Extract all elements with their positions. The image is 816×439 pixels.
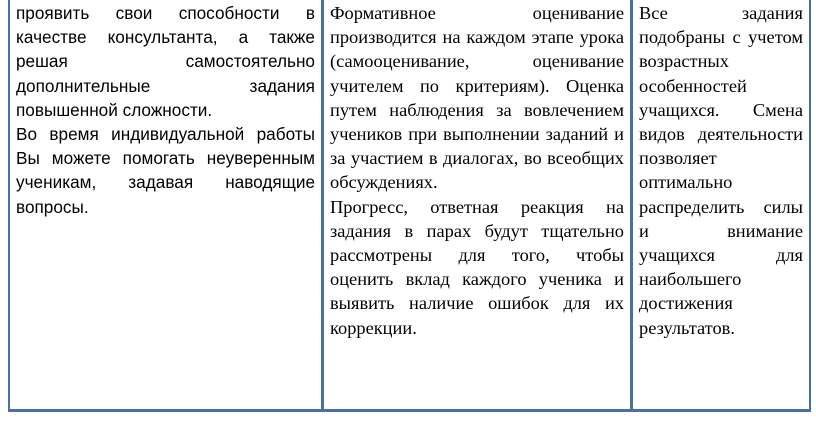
paragraph-individual-work: Во время индивидуальной работы Вы можете помогать неуверенным ученикам, задавая наводящие вопросы. xyxy=(16,124,315,217)
table-cell-differentiation xyxy=(633,0,809,409)
table-cell-assessment xyxy=(324,0,633,409)
paragraph-age-features: Все задания подобраны с учетом возрастных особенностей учащихся. Смена видов деятельности позволяет оптимально распределить силы и внимание учащихся для наибольшего достижения результатов. xyxy=(639,3,803,338)
paragraph-consultant: проявить свои способности в качестве консультанта, а также решая самостоятельно дополнительные задания повышенной сложности. xyxy=(16,3,315,120)
paragraph-formative-assessment: Формативное оценивание производится на каждом этапе урока (самооценивание, оценивание учителем по критериям). Оценка путем наблюдения за вовлечением учеников при выполнении заданий и за участием в диалогах, во всеобщих обсуждениях. xyxy=(330,3,624,193)
paragraph-progress: Прогресс, ответная реакция на задания в парах будут тщательно рассмотрены для того, чтобы оценить вклад каждого ученика и выявить наличие ошибок для их коррекции. xyxy=(330,196,624,338)
lesson-plan-table xyxy=(8,0,811,412)
table-cell-activities xyxy=(10,0,324,409)
